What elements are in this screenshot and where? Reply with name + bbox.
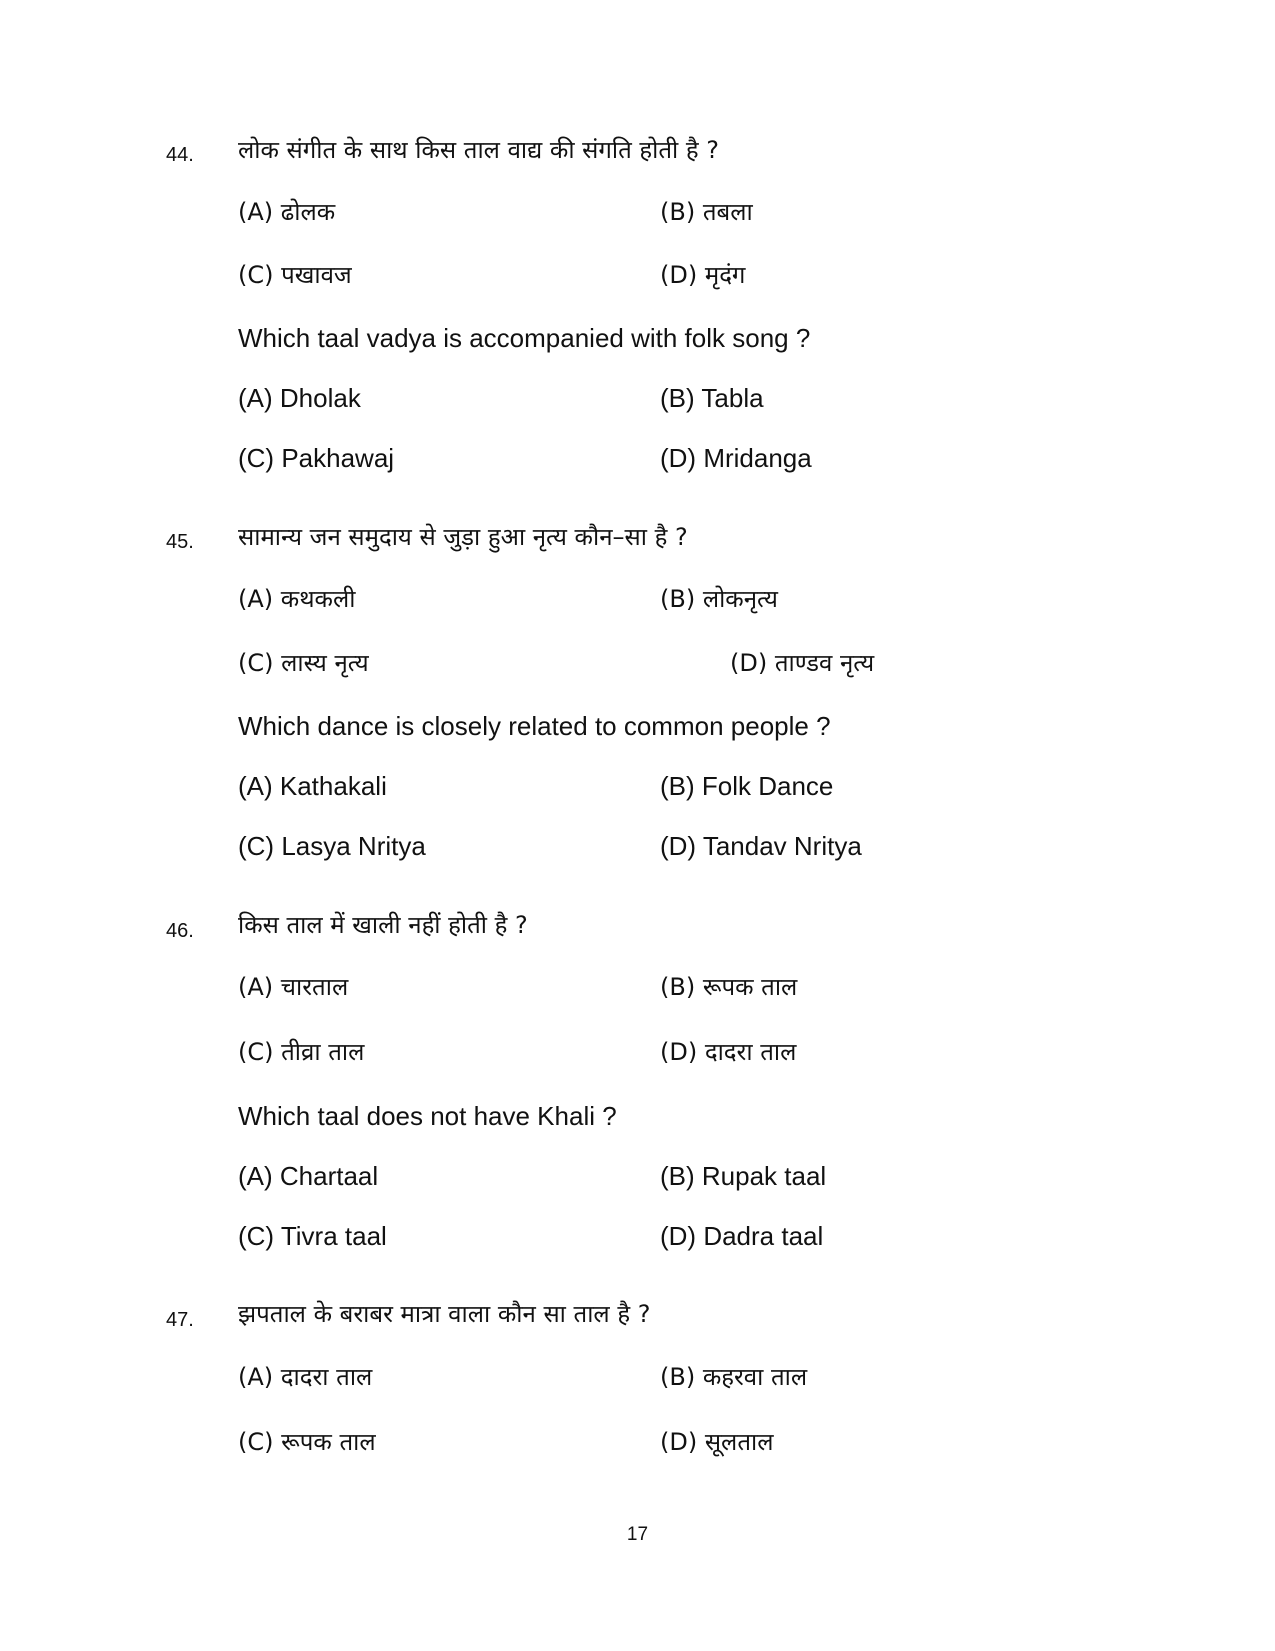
question-44-english-option-b: (B) Tabla (660, 383, 764, 413)
question-47-hindi-text: झपताल के बराबर मात्रा वाला कौन सा ताल है ? (238, 1300, 651, 1328)
question-44-hindi-option-a: (A) ढोलक (238, 198, 336, 226)
question-45-hindi-option-c: (C) लास्य नृत्य (238, 649, 369, 677)
question-44-hindi-option-c: (C) पखावज (238, 261, 352, 289)
question-44-hindi-option-d: (D) मृदंग (660, 261, 746, 289)
question-45-english-option-a: (A) Kathakali (238, 771, 387, 801)
question-46-english-option-c: (C) Tivra taal (238, 1221, 387, 1251)
question-46-english-option-d: (D) Dadra taal (660, 1221, 824, 1251)
question-45-english-option-b: (B) Folk Dance (660, 771, 834, 801)
question-44-hindi-option-b: (B) तबला (660, 198, 753, 226)
question-45-hindi-option-d: (D) ताण्डव नृत्य (730, 649, 875, 677)
question-44-english-option-a: (A) Dholak (238, 383, 361, 413)
question-47-hindi-option-b: (B) कहरवा ताल (660, 1363, 808, 1391)
page-number: 17 (626, 1524, 649, 1545)
question-46-english-option-a: (A) Chartaal (238, 1161, 379, 1191)
question-46-english-option-b: (B) Rupak taal (660, 1161, 827, 1191)
question-47-hindi-option-a: (A) दादरा ताल (238, 1363, 373, 1391)
question-44-hindi-text: लोक संगीत के साथ किस ताल वाद्य की संगति होती है ? (238, 136, 720, 164)
question-45-hindi-option-b: (B) लोकनृत्य (660, 585, 778, 613)
question-45-english-option-c: (C) Lasya Nritya (238, 831, 426, 861)
question-45-hindi-option-a: (A) कथकली (238, 585, 356, 613)
question-45-english-option-d: (D) Tandav Nritya (660, 831, 862, 861)
question-46-english-text: Which taal does not have Khali ? (238, 1101, 617, 1131)
question-47-number: 47. (166, 1309, 194, 1331)
question-46-hindi-option-c: (C) तीव्रा ताल (238, 1038, 365, 1066)
question-46-hindi-text: किस ताल में खाली नहीं होती है ? (238, 911, 528, 939)
question-47-hindi-option-c: (C) रूपक ताल (238, 1428, 376, 1456)
question-44-english-text: Which taal vadya is accompanied with folk song ? (238, 323, 811, 353)
question-45-hindi-text: सामान्य जन समुदाय से जुड़ा हुआ नृत्य कौन–सा है ? (238, 523, 688, 551)
question-45-number: 45. (166, 531, 194, 553)
question-44-english-option-c: (C) Pakhawaj (238, 443, 395, 473)
question-46-hindi-option-d: (D) दादरा ताल (660, 1038, 797, 1066)
question-44-number: 44. (166, 144, 194, 166)
question-46-hindi-option-a: (A) चारताल (238, 973, 349, 1001)
question-47-hindi-option-d: (D) सूलताल (660, 1428, 774, 1456)
question-46-hindi-option-b: (B) रूपक ताल (660, 973, 798, 1001)
question-44-english-option-d: (D) Mridanga (660, 443, 812, 473)
question-45-english-text: Which dance is closely related to common people ? (238, 711, 831, 741)
question-46-number: 46. (166, 920, 194, 942)
